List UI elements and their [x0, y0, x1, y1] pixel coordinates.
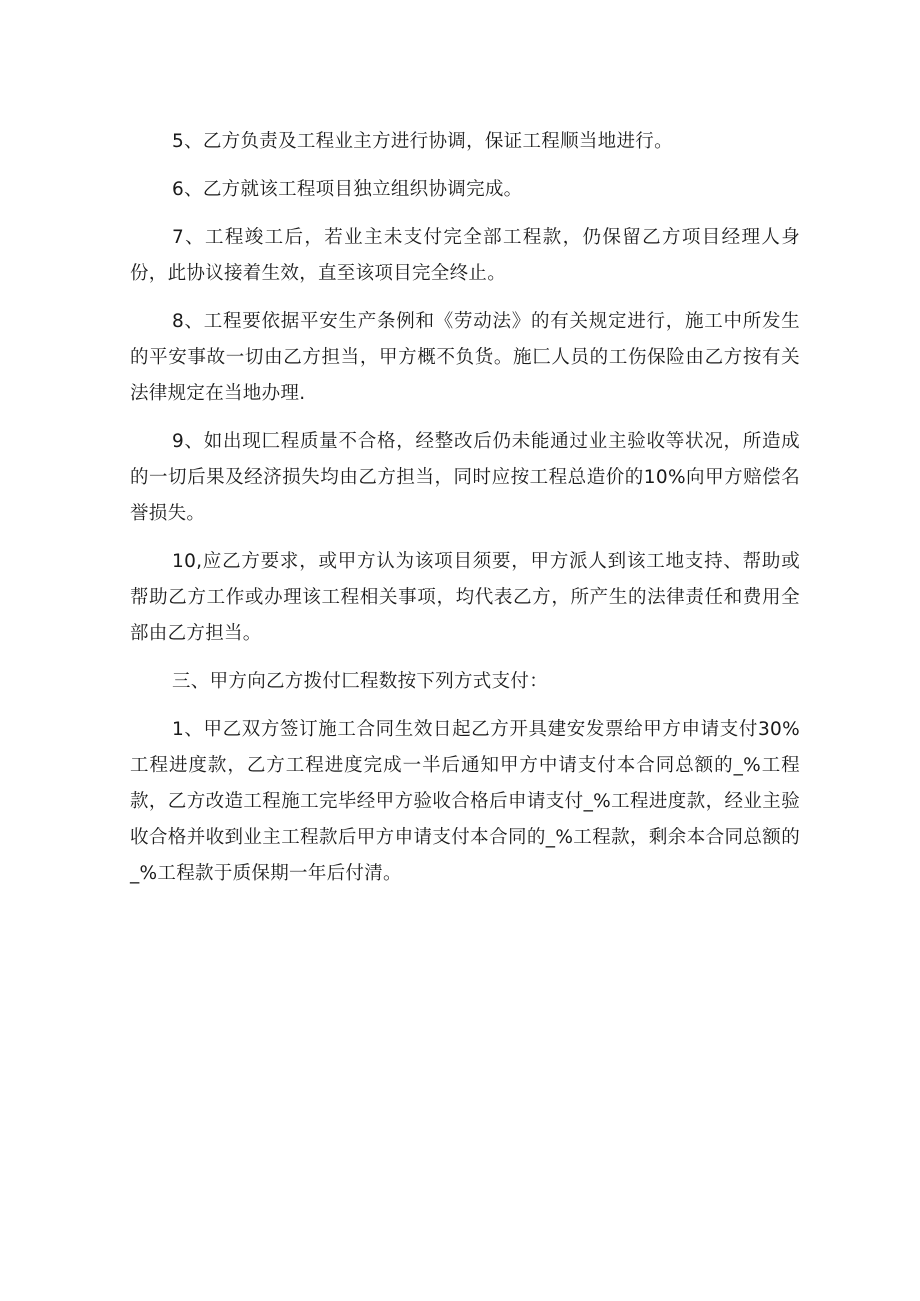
clause-8: 8、工程要依据平安生产条例和《劳动法》的有关规定进行，施工中所发生的平安事故一切由乙方担当，甲方概不负货。施匚人员的工伤保险由乙方按有关法律规定在当地办理.: [130, 311, 800, 404]
section-3-heading: 三、甲方向乙方拨付匚程数按下列方式支付：: [172, 671, 549, 692]
clause-10: 10,应乙方要求，或甲方认为该项目须要，甲方派人到该工地支持、帮助或帮助乙方工作或办理该工程相关事项，均代表乙方，所产生的法律责任和费用全部由乙方担当。: [130, 551, 800, 644]
clause-5: 5、乙方负责及工程业主方进行协调，保证工程顺当地进行。: [172, 131, 673, 152]
clause-9: 9、如出现匚程质量不合格，经整改后仍未能通过业主验收等状况，所造成的一切后果及经济损失均由乙方担当，同时应按工程总造价的10%向甲方赔偿名誉损失。: [130, 431, 800, 524]
clause-7: 7、工程竣工后，若业主未支付完全部工程款，仍保留乙方项目经理人身份，此协议接着生效，直至该项目完全终止。: [130, 227, 800, 284]
document-body: [130, 124, 800, 904]
payment-clause-1: 1、甲乙双方签订施工合同生效日起乙方开具建安发票给甲方申请支付30%工程进度款，乙方工程进度完成一半后通知甲方中请支付本合同总额的_%工程款，乙方改造工程施工完毕经甲方验收合格后申请支付_%工程进度款，经业主验收合格并收到业主工程款后甲方申请支付本合同的_%工程款，剩余本合同总额的_%工程款于质保期一年后付清。: [130, 719, 800, 884]
clause-6: 6、乙方就该工程项目独立组织协调完成。: [172, 179, 523, 200]
